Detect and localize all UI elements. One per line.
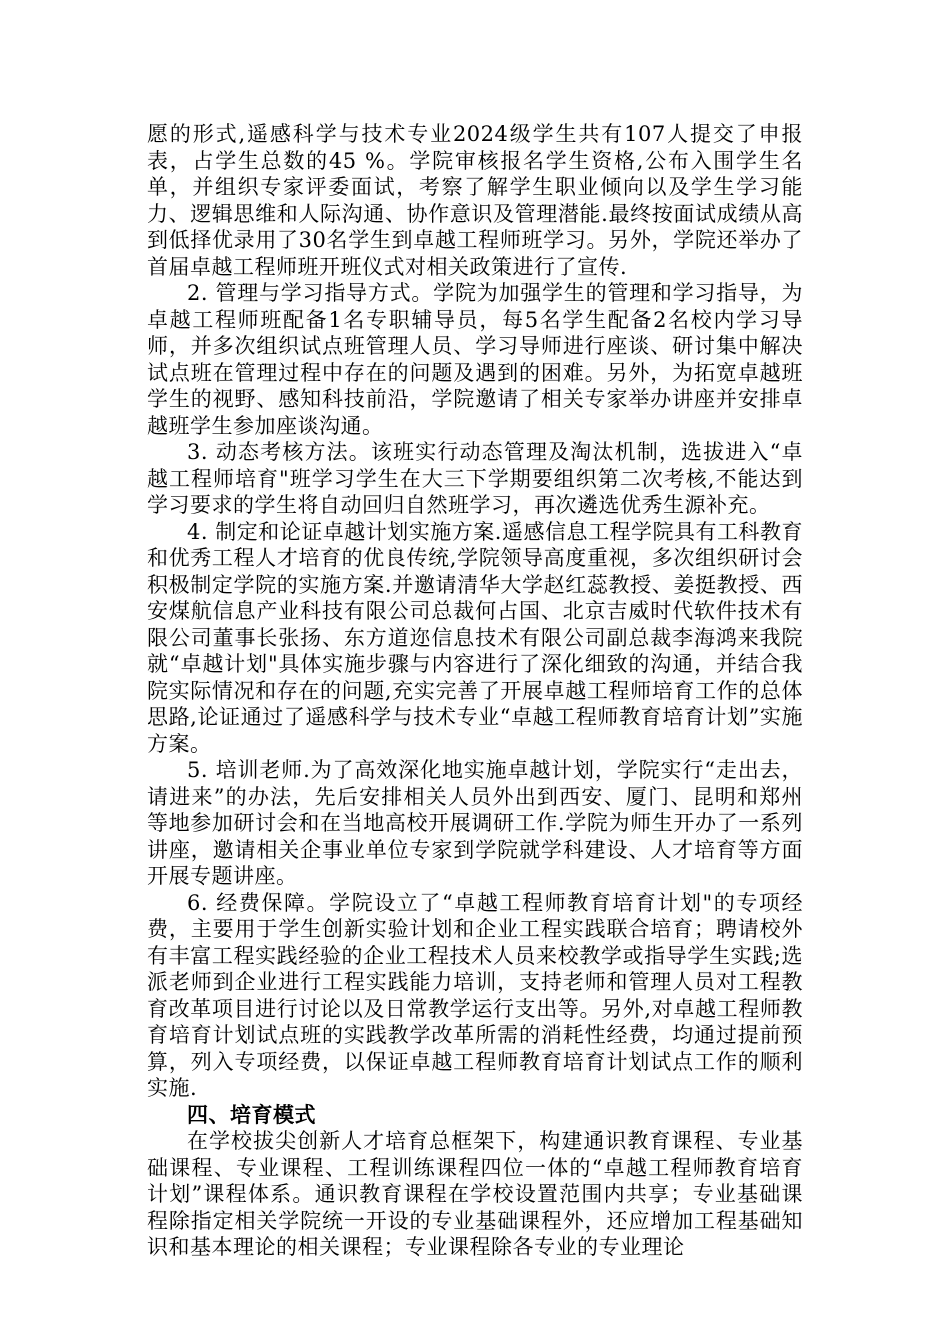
paragraph-enrollment: 愿的形式,遥感科学与技术专业2024级学生共有107人提交了申报表，占学生总数的45 %。学院审核报名学生资格,公布入围学生名单，并组织专家评委面试，考察了解学生职业倾向以及学生学习能力、逻辑思维和人际沟通、协作意识及管理潜能.最终按面试成绩从高到低择优录用了30名学生到卓越工程师班学习。另外，学院还举办了首届卓越工程师班开班仪式对相关政策进行了宣传. [147,122,803,279]
section-heading: 四、培育模式 [187,1102,316,1127]
document-body [147,121,803,1261]
paragraph-implementation-plan: 4. 制定和论证卓越计划实施方案.遥感信息工程学院具有工科教育和优秀工程人才培育的优良传统,学院领导高度重视，多次组织研讨会积极制定学院的实施方案.并邀请清华大学赵红蕊教授、姜挺教授、西安煤航信息产业科技有限公司总裁何占国、北京吉威时代软件技术有限公司董事长张扬、东方道迩信息技术有限公司副总裁李海鸿来我院就“卓越计划"具体实施步骤与内容进行了深化细致的沟通，并结合我院实际情况和存在的问题,充实完善了开展卓越工程师培育工作的总体思路,论证通过了遥感科学与技术专业“卓越工程师教育培育计划”实施方案。 [147,519,803,756]
paragraph-management: 2. 管理与学习指导方式。学院为加强学生的管理和学习指导，为卓越工程师班配备1名专职辅导员，每5名学生配备2名校内学习导师，并多次组织试点班管理人员、学习导师进行座谈、研讨集中解决试点班在管理过程中存在的问题及遇到的困难。另外，为拓宽卓越班学生的视野、感知科技前沿，学院邀请了相关专家举办讲座并安排卓越班学生参加座谈沟通。 [147,281,803,438]
paragraph-teacher-training: 5. 培训老师.为了高效深化地实施卓越计划，学院实行“走出去，请进来”的办法，先后安排相关人员外出到西安、厦门、昆明和郑州等地参加研讨会和在当地高校开展调研工作.学院为师生开办了一系列讲座，邀请相关企事业单位专家到学院就学科建设、人才培育等方面开展专题讲座。 [147,758,803,888]
paragraph-training-model: 在学校拔尖创新人才培育总框架下，构建通识教育课程、专业基础课程、专业课程、工程训练课程四位一体的“卓越工程师教育培育计划”课程体系。通识教育课程在学校设置范围内共享；专业基础课程除指定相关学院统一开设的专业基础课程外，还应增加工程基础知识和基本理论的相关课程；专业课程除各专业的专业理论 [147,1129,803,1259]
paragraph-dynamic-assessment: 3. 动态考核方法。该班实行动态管理及淘汰机制，选拔进入“卓越工程师培育"班学习学生在大三下学期要组织第二次考核,不能达到学习要求的学生将自动回归自然班学习，再次遴选优秀生源补充。 [147,440,803,517]
paragraph-funding: 6. 经费保障。学院设立了“卓越工程师教育培育计划"的专项经费，主要用于学生创新实验计划和企业工程实践联合培育；聘请校外有丰富工程实践经验的企业工程技术人员来校教学或指导学生实践;选派老师到企业进行工程实践能力培训，支持老师和管理人员对工程教育改革项目进行讨论以及日常教学运行支出等。另外,对卓越工程师教育培育计划试点班的实践教学改革所需的消耗性经费，均通过提前预算，列入专项经费，以保证卓越工程师教育培育计划试点工作的顺利实施. [147,890,803,1100]
